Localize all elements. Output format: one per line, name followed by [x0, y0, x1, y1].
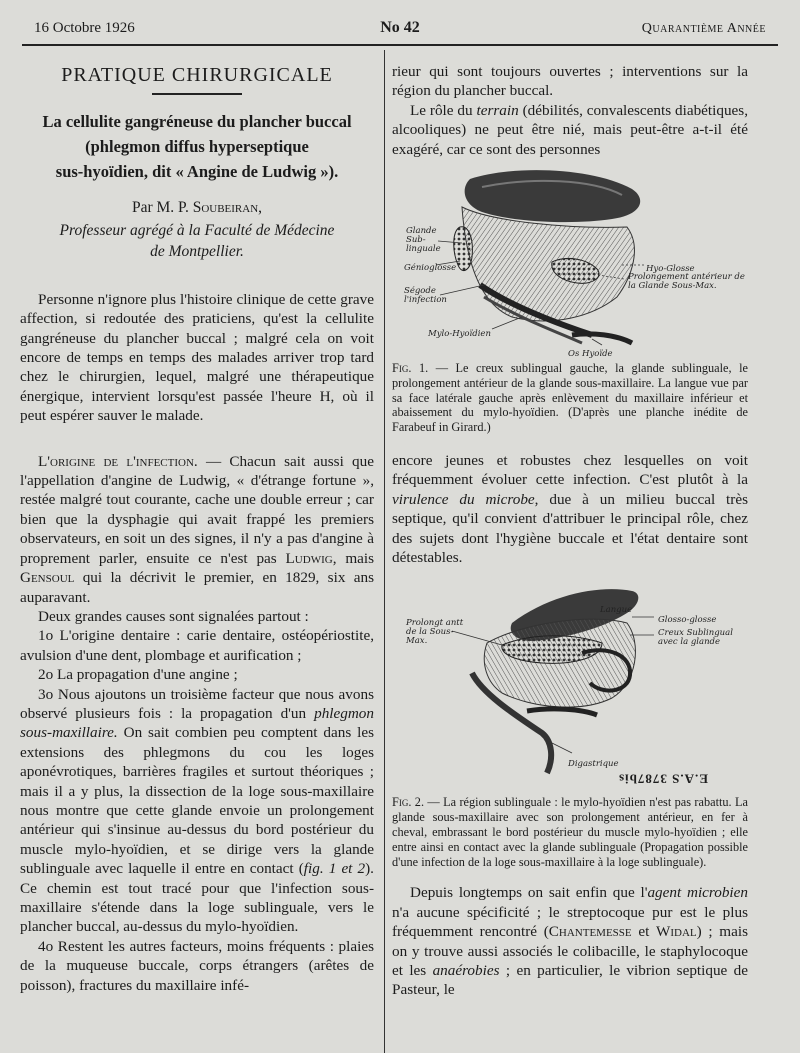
fig2-label-digastric: Digastrique: [568, 759, 619, 770]
left-column: [20, 62, 374, 995]
terrain-paragraph: Le rôle du terrain (débilités, convalescents diabétiques, alcooliques) ne peut être nié, mais peut-être a-t-il été exagéré, car ce sont des personnes: [392, 101, 748, 158]
agent-paragraph: Depuis longtemps on sait enfin que l'agent microbien n'a aucune spécificité ; le streptocoque pur est le plus fréquemment rencontré (Chantemesse et Widal) ; mais on y trouve aussi associés le colibacille, le staphylocoque et les anaérobies ; en particulier, le vibrion septique de Pasteur, le: [392, 884, 748, 999]
column-divider: [384, 50, 385, 1053]
issue-date: 16 Octobre 1926: [34, 20, 135, 36]
fig1-label-genioglosse: Génioglosse: [404, 263, 457, 274]
virulence-paragraph: encore jeunes et robustes chez lesquelles on voit fréquemment évoluer cette infection. C'est plutôt à la virulence du microbe, due à un milieu buccal très septique, qu'il convient d'attribuer le principal rôle, chez des sujets dont l'hygiène buccale et l'état dentaire sont détestables.: [392, 452, 748, 567]
fig1-label-hyoglosse: Hyo-Glosse: [646, 264, 695, 275]
causes-line: Deux grandes causes sont signalées partout :: [38, 607, 309, 625]
right-column: [392, 62, 748, 1000]
title-line-1: La cellulite gangréneuse du plancher buccal: [42, 112, 352, 132]
title-rule: [152, 93, 242, 95]
cause-item-1: 1o L'origine dentaire : carie dentaire, ostéopériostite, avulsion d'une dent, plombage et aurification ;: [20, 627, 374, 664]
figure-2: [392, 583, 748, 791]
fig2-stamp: E.A.S 3787bis: [618, 771, 708, 787]
origin-paragraph: L'origine de l'infection. — Chacun sait aussi que l'appellation d'angine de Ludwig, « d'étrange fortune », restée malgré tout courante, cache une double erreur ; car bien que la dysphagie qui avait frappé les premiers observateurs, en soit un des signes, il n'y a pas d'angine à proprement parler, ensuite ce n'est pas Ludwig, mais Gensoul qui la décrivit le premier, en 1829, six ans auparavant.: [20, 452, 374, 606]
figure-2-caption: Fig. 2. — La région sublinguale : le mylo-hyoïdien n'est pas rabattu. La glande sous-maxillaire avec son prolongement antérieur, en fer à cheval, embrassant le bord postérieur du muscle mylo-hyoïdien ; elle entre ainsi en contact avec la glande sublinguale (Propagation possible d'une infection de la loge sous-maxillaire à la loge sublinguale).: [392, 795, 748, 869]
fig1-label-sublingual: Glande Sub-linguale: [406, 226, 441, 255]
issue-number: No 42: [380, 19, 420, 36]
author-prefix: Par M. P.: [131, 199, 189, 217]
section-title: PRATIQUE CHIRURGICALE: [61, 64, 333, 86]
figure-1-caption: Fig. 1. — Le creux sublingual gauche, la glande sublinguale, le prolongement antérieur de la glande sous-maxillaire. La langue vue par sa face latérale gauche après enlèvement du maxillaire inférieur et abaissement du mylo-hyoïdien. (D'après une planche inédite de Farabeuf in Girard.): [392, 361, 748, 435]
figure-1: [392, 167, 748, 360]
cause-item-3: 3o Nous ajoutons un troisième facteur que nous avons observé plusieurs fois : la propagation d'un phlegmon sous-maxillaire. On sait combien peu comptent dans les extensions des phlegmons du cou les loges aponévrotiques, barrières fragiles et surtout théoriques ; mais il a y plus, la dissection de la loge sous-maxillaire nous montre que cette glande envoie un prolongement antérieur qui s'insinue au-dessus du bord postérieur du muscle mylo-hyoïdien, et se dirige vers la glande sublinguale avec laquelle il entre en contact (fig. 1 et 2). Ce chemin est tout tracé pour que l'infection sous-maxillaire s'étende dans la loge sublinguale, vers le plancher buccal, au-dessus du mylo-hyoïdien.: [20, 685, 374, 936]
article-title: [20, 109, 374, 184]
volume-year: Quarantième Année: [641, 21, 766, 36]
fig1-label-hyoid: Os Hyoïde: [568, 349, 613, 360]
cause-item-2: 2o La propagation d'une angine ;: [38, 666, 238, 684]
author-name: Soubeiran,: [192, 199, 263, 217]
fig2-label-sublingual-hollow: Creux Sublingual avec la glande: [658, 628, 733, 648]
fig2-label-anterior-prolongation: Prolongt antt de la Sous-Max.: [406, 618, 464, 647]
intro-paragraph: Personne n'ignore plus l'histoire clinique de cette grave affection, si redoutée des praticiens, qu'est la cellulite gangréneuse du plancher buccal ; malgré cela on voit encore de temps en temps des malades arriver trop tard chez le chirurgien, lequel, malgré une thérapeutique énergique, intervient lorsqu'est passée l'heure H, où il peut espérer sauver le malade.: [20, 290, 374, 425]
header-rule: [22, 44, 778, 46]
continuation-paragraph: rieur qui sont toujours ouvertes ; interventions sur la région du plancher buccal.: [392, 63, 748, 100]
fig2-label-tongue: Langue: [600, 605, 633, 616]
author-affiliation: [20, 220, 374, 262]
title-line-2: (phlegmon diffus hyperseptique: [85, 137, 309, 157]
cause-item-4: 4o Restent les autres facteurs, moins fréquents : plaies de la muqueuse buccale, corps étrangers (arêtes de poisson), fractures du maxillaire infé-: [20, 937, 374, 994]
fig1-label-infection-site: Ségode l'infection: [404, 286, 447, 306]
affiliation-line-2: de Montpellier.: [150, 242, 244, 260]
fig2-label-glossoglosse: Glosso-glosse: [658, 615, 717, 626]
byline: [20, 198, 374, 217]
fig1-label-anterior-prolongation: Prolongement antérieur de la Glande Sous-Max.: [628, 272, 745, 292]
origin-heading: L'origine de l'infection.: [38, 452, 198, 470]
page-header: [22, 18, 778, 40]
affiliation-line-1: Professeur agrégé à la Faculté de Médecine: [59, 221, 335, 239]
title-line-3: sus-hyoïdien, dit « Angine de Ludwig »).: [55, 162, 339, 182]
fig1-label-mylohyoid: Mylo-Hyoïdien: [428, 329, 491, 340]
